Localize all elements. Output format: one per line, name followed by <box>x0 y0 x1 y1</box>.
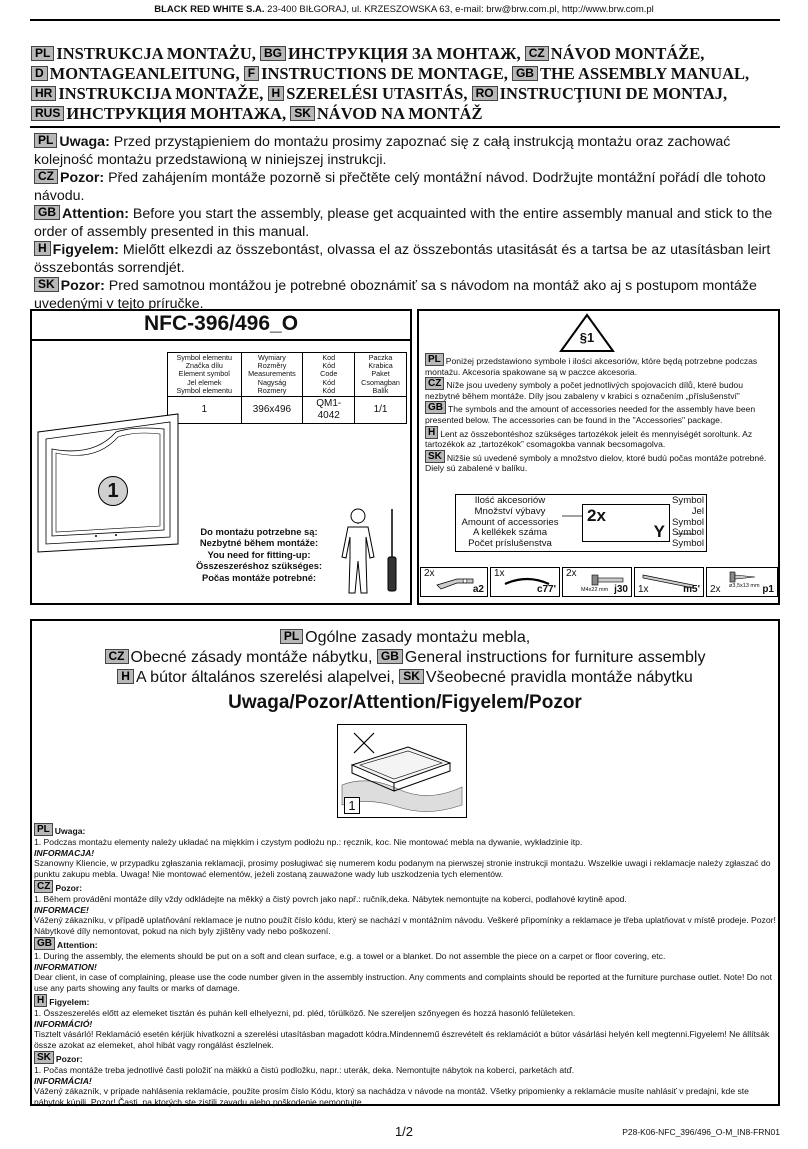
header-rule <box>30 19 780 21</box>
lang-tag: GB <box>512 66 538 81</box>
acc-para-cz <box>425 377 775 401</box>
company-name: BLACK RED WHITE S.A. <box>154 4 265 15</box>
rule-gb <box>34 937 776 994</box>
accessory-c77 <box>490 567 560 597</box>
rule-body: 1. During the assembly, the elements should be put on a soft and clean surface, e.g. a towel or a blanket. Do not assemble the piece on a carpet or floor covering, etc. <box>34 950 666 961</box>
screwdriver-icon <box>384 507 400 595</box>
lang-tag: BG <box>260 46 286 61</box>
header-line: Wymiary <box>257 353 286 362</box>
header-line: Balík <box>372 385 389 395</box>
header-line: Element symbol <box>178 369 230 379</box>
paragraph-sign <box>559 313 615 353</box>
header-line: Paket <box>371 369 390 379</box>
accessory-qty: 1x <box>638 584 649 595</box>
tools-line: Nezbytné během montáže: <box>199 537 319 549</box>
acc-para-h <box>425 426 775 450</box>
legend-qty: 2x <box>587 506 606 525</box>
warning-pl <box>34 133 780 169</box>
title-line-4 <box>31 104 781 124</box>
lang-tag: CZ <box>34 880 53 893</box>
page-number: 1/2 <box>394 1124 414 1139</box>
accessory-code: m5' <box>683 584 700 595</box>
rule-h <box>34 994 776 1051</box>
company-address: 23-400 BIŁGORAJ, ul. KRZESZOWSKA 63, e-mail: brw@brw.com.pl, http://www.brw.com.pl <box>264 4 654 15</box>
legend-symbol: Y <box>653 522 665 541</box>
title-text: SZERELÉSI UTASITÁS, <box>286 84 468 103</box>
rule-body: 1. Összeszerelés előtt az elemeket tisztán és puhán kell elhelyezni, pd. pléd, törülköző. Ne szereljen szőnyegen és hozzá hasonló felületeken. <box>34 1007 576 1018</box>
legend-label: Symbol <box>672 538 704 550</box>
general-heading-text: Obecné zásady montáže nábytku, <box>130 649 373 666</box>
tools-line: Počas montáže potrebné: <box>201 571 317 583</box>
general-heading-1 <box>30 628 780 648</box>
rule-head: Pozor: <box>55 1053 83 1064</box>
legend-label: Symbol <box>672 527 704 539</box>
title-text: MONTAGEANLEITUNG, <box>49 64 240 83</box>
accessory-code: j30 <box>614 584 628 595</box>
rule-info-body: Vážený zákazník, v prípade nahlásenia reklamácie, použite prosím číslo Kódu, ktorý sa nachádza v návode na montáž. Všetky pripomienky a reklamácie musíte nahlásiť v predajni, kde ste nábytok kúpili. Pozor! Časti, na ktorých ste zistili zavadu alebo poškodenie nemontujte. <box>34 1086 749 1108</box>
table-cell-dims: 396x496 <box>241 397 303 424</box>
hinge-icon <box>435 571 475 593</box>
warning-label: Figyelem: <box>52 242 119 258</box>
accessory-p1 <box>706 567 778 597</box>
rule-info-head: INFORMACJA! <box>34 847 95 858</box>
model-title-box <box>30 309 412 341</box>
accessory-code: a2 <box>472 584 484 595</box>
element-table <box>167 352 407 424</box>
legend-label: Počet príslušenstva <box>468 538 552 550</box>
header-line: Paczka <box>368 353 393 362</box>
lang-tag: CZ <box>105 649 129 664</box>
lang-tag: GB <box>34 205 60 220</box>
header-line: Jel elemek <box>187 377 222 387</box>
lang-tag: PL <box>31 46 54 61</box>
table-cell-symbol: 1 <box>168 397 242 424</box>
acc-para-sk <box>425 450 775 474</box>
lang-tag: CZ <box>34 169 58 184</box>
warning-cz <box>34 169 780 205</box>
acc-para-text: Poniżej przedstawiono symbole i ilości akcesoriów, które będą potrzebne podczas montażu. Akcesoria spakowane są w paczce akcesoria. <box>425 356 758 377</box>
accessory-code: p1 <box>762 584 774 595</box>
lang-tag: CZ <box>425 377 444 390</box>
header-line: Symbol elementu <box>176 385 233 395</box>
lang-tag: SK <box>34 1051 54 1064</box>
warning-gb <box>34 205 780 241</box>
warning-text: Before you start the assembly, please get acquainted with the entire assembly manual and stick to the order of assembly presented in this manual. <box>34 206 773 240</box>
paragraph-sign-label: §1 <box>579 330 595 345</box>
warning-label: Pozor: <box>60 170 105 186</box>
lang-tag: PL <box>34 823 53 836</box>
rule-info-body: Szanowny Kliencie, w przypadku zgłaszania reklamacji, prosimy posługiwać się numerem kodu podanym na pierwszej stronie instrukcji montażu. Wszelkie uwagi i reklamacje należy zgłaszać do punktu zakupu mebla. Uwaga! Nie montować elementów, jeżeli zostaną zauważone wady lub uszkodzenia tych elementów. <box>34 858 771 880</box>
tools-line: You need for fitting-up: <box>207 548 311 560</box>
rule-pl <box>34 823 776 880</box>
table-header-code <box>303 353 355 397</box>
accessory-code: c77' <box>536 584 556 595</box>
accessories-info-text <box>425 353 775 474</box>
rules-block <box>34 823 776 1108</box>
legend-label: Amount of accessories <box>461 516 559 528</box>
lang-tag: GB <box>34 937 55 950</box>
lang-tag: H <box>34 994 47 1007</box>
rule-info-head: INFORMÁCIA! <box>34 1075 92 1086</box>
lang-tag: D <box>31 66 48 81</box>
rule-info-body: Vážený zákazníku, v případě uplatňování reklamace je nutno použít číslo kódu, který se nachází v montážním návodu. Veškeré připomínky a reklamace je třeba uplatňovat v místě prodeje. Pozor! Nábytkové díly nemontovat, pokud na nich byly zjištěny vady nebo poškození. <box>34 915 776 937</box>
title-text: NÁVOD NA MONTÁŽ <box>316 104 483 123</box>
lang-tag: SK <box>34 277 59 292</box>
rule-body: 1. Počas montáže treba jednotlivé časti položiť na mäkkú a čistú podložku, napr.: uterák, deka. Nemontujte nábytok na koberci, parketách atď. <box>34 1064 575 1075</box>
legend-label: Jel <box>691 505 704 517</box>
lang-tag: RUS <box>31 106 64 121</box>
rule-head: Pozor: <box>55 882 83 893</box>
accessory-qty: 2x <box>566 568 577 579</box>
general-heading-2 <box>30 648 780 668</box>
rule-info-body: Tisztelt vásárló! Reklamáció esetén kérjük hivatkozni a szerelési utasításban magadott kódra.Mindennemű észrevételt és reklamációt a bútor vásárlási helyén kell megtenni.Figyelem! Ne állítsák össze azokat az elemeket, ahol hibát vagy rongálást észlelnek. <box>34 1029 770 1051</box>
lang-tag: F <box>244 66 259 81</box>
table-cell-pack: 1/1 <box>355 397 407 424</box>
accessory-j30 <box>562 567 632 597</box>
accessory-note: M4x22 mm <box>581 587 609 593</box>
rule-head: Attention: <box>57 939 98 950</box>
lang-tag: H <box>425 426 438 439</box>
general-subtitle: Uwaga/Pozor/Attention/Figyelem/Pozor <box>228 692 582 713</box>
warning-sk <box>34 277 780 313</box>
title-line-3 <box>31 84 781 104</box>
model-title: NFC-396/496_O <box>143 312 299 335</box>
warning-h <box>34 241 780 277</box>
acc-para-text: The symbols and the amount of accessories needed for the assembly have been presented below. The accessories can be found in the "Accessories" package. <box>425 404 756 425</box>
lang-tag: PL <box>34 133 57 148</box>
rule-sk <box>34 1051 776 1108</box>
lang-tag: SK <box>290 106 315 121</box>
table-cell-code: QM1-4042 <box>303 397 355 424</box>
header-line: Symbol elementu <box>176 353 233 362</box>
legend-label: Symbol <box>672 516 704 528</box>
lang-tag: GB <box>377 649 403 664</box>
lang-tag: SK <box>425 450 445 463</box>
lang-tag: H <box>117 669 134 684</box>
title-text: NÁVOD MONTÁŽE, <box>550 44 705 63</box>
tools-line: Do montażu potrzebne są: <box>200 526 318 537</box>
title-text: INSTRUKCJA MONTAŻU, <box>56 44 256 63</box>
accessory-qty: 2x <box>710 584 721 595</box>
acc-para-text: Lent az összebontéshoz szükséges tartozékok jeleit és mennyiségét soroltunk. Az tartozékok az „tartozékok” csomagokba vannak becsomagolva. <box>425 428 753 450</box>
warning-text: Pred samotnou montážou je potrebné oboznámiť sa s návodom na montáž ako aj s postupom montáže uvedenými v tejto príručke. <box>34 278 757 312</box>
company-header <box>0 4 808 15</box>
title-text: ИНСТРУКЦИЯ ЗА МОНТАЖ, <box>288 44 521 63</box>
title-text: THE ASSEMBLY MANUAL, <box>539 64 750 83</box>
general-heading-text: A bútor általános szerelési alapelvei, <box>135 669 395 686</box>
header-line: Measurements <box>248 369 296 379</box>
header-line: Krabica <box>368 361 393 371</box>
header-line: Kód <box>322 385 336 395</box>
element-marker-label: 1 <box>107 480 119 502</box>
element-marker <box>98 476 128 506</box>
general-headings <box>30 628 780 688</box>
legend-label: A kellékek száma <box>472 527 548 539</box>
lang-tag: SK <box>399 669 424 684</box>
title-line-1 <box>31 44 781 64</box>
rule-info-head: INFORMATION! <box>34 961 97 972</box>
table-header-symbol <box>168 353 242 397</box>
accessory-qty: 2x <box>424 568 435 579</box>
title-text: ИНСТРУКЦИЯ МОНТАЖА, <box>66 104 287 123</box>
lang-tag: GB <box>425 401 446 414</box>
tools-line: Összeszeréshoz szükséges: <box>195 560 323 572</box>
legend-label: Množství výbavy <box>474 505 546 517</box>
warning-text: Mielőtt elkezdi az összebontást, olvassa el az összebontás utasitását és a tartsa be az utasításban leirt összebontás sorrendjét. <box>34 242 771 276</box>
acc-para-gb <box>425 401 775 425</box>
lang-tag: PL <box>425 353 444 366</box>
legend-right-labels <box>662 496 704 550</box>
lang-tag: HR <box>31 86 56 101</box>
general-heading-text: Ogólne zasady montażu mebla, <box>305 629 531 646</box>
warning-label: Attention: <box>62 206 129 222</box>
header-line: Nagyság <box>257 377 287 387</box>
title-text: INSTRUKCIJA MONTAŽE, <box>58 84 264 103</box>
table-header-dims <box>241 353 303 397</box>
accessory-a2 <box>420 567 488 597</box>
title-line-2 <box>31 64 781 84</box>
title-text: INSTRUCTIONS DE MONTAGE, <box>261 64 508 83</box>
lang-tag: CZ <box>525 46 549 61</box>
legend-label: Symbol <box>672 495 704 506</box>
lang-tag: RO <box>472 86 498 101</box>
rule-info-head: INFORMACE! <box>34 904 89 915</box>
lang-tag: H <box>34 241 51 256</box>
document-code: P28-K06-NFC_396/496_O-M_IN8-FRN01 <box>622 1127 780 1137</box>
rule-head: Uwaga: <box>54 826 86 836</box>
titles-rule <box>30 126 780 128</box>
acc-para-text: Níže jsou uvedeny symboly a počet jednotlivých spojovacích dílů, které budou nezbytné během montáže. Díly jsou zabaleny v krabici s označením „příslušenství” <box>425 380 743 401</box>
warning-label: Uwaga: <box>59 134 110 150</box>
titles-block <box>31 44 781 124</box>
rule-body: 1. Podczas montażu elementy należy układać na miękkim i czystym podłożu np.: ręcznik, koc. Nie montować mebla na dywanie, wykładzinie itp. <box>34 836 583 847</box>
header-line: Rozměry <box>257 361 287 371</box>
legend-label: Ilość akcesoriów <box>474 495 546 506</box>
warnings-block <box>34 133 780 313</box>
figure-label: 1 <box>344 797 360 814</box>
header-line: Rozmery <box>257 385 287 395</box>
rule-cz <box>34 880 776 937</box>
table-header-pack <box>355 353 407 397</box>
accessory-note: ø3,5x13 mm <box>729 583 760 589</box>
general-heading-text: General instructions for furniture assembly <box>404 649 706 666</box>
legend-left-labels <box>458 496 562 550</box>
general-heading-text: Všeobecné pravidla montáže nábytku <box>425 669 693 686</box>
accessory-qty: 1x <box>494 568 505 579</box>
header-line: Csomagban <box>361 377 400 387</box>
lang-tag: H <box>268 86 285 101</box>
person-icon <box>336 507 380 597</box>
care-figure <box>337 724 467 818</box>
header-line: Značka dílu <box>185 361 223 371</box>
rule-head: Figyelem: <box>49 996 90 1007</box>
header-line: Kód <box>322 377 336 387</box>
rule-body: 1. Během provádění montáže díly vždy odkládejte na měkký a čistý povrch jako např.: ručník,deka. Nábytek nemontujte na koberci, podlahové krytině apod. <box>34 893 627 904</box>
general-heading-3 <box>30 668 780 688</box>
tools-text <box>188 526 330 583</box>
acc-para-pl <box>425 353 775 377</box>
header-line: Kod <box>322 353 336 362</box>
accessory-m5 <box>634 567 704 597</box>
rule-info-head: INFORMÁCIÓ! <box>34 1018 93 1029</box>
warning-text: Przed przystąpieniem do montażu prosimy zapoznać się z całą instrukcją montażu oraz zachować kolejność montażu przedstawioną w niniejszej instrukcji. <box>34 134 731 168</box>
acc-para-text: Nižšie sú uvedené symboly a množstvo dielov, ktoré budú počas montáže potrebné. Diely sú zabalené v balíku. <box>425 452 767 474</box>
lang-tag: PL <box>280 629 303 644</box>
warning-label: Pozor: <box>60 278 105 294</box>
header-line: Kód <box>322 361 336 371</box>
header-line: Code <box>320 369 338 379</box>
title-text: INSTRUCŢIUNI DE MONTAJ, <box>499 84 728 103</box>
warning-text: Před zahájením montáže pozorně si přečtěte celý montážní návod. Dodržujte montážní pořádí dle tohoto návodu. <box>34 170 766 204</box>
rule-info-body: Dear client, in case of complaining, please use the code number given in the assembly instruction. Any comments and complaints should be reported at the furniture purchase outlet. Note! Do not use any parts showing any faults or marks of damage. <box>34 972 773 994</box>
